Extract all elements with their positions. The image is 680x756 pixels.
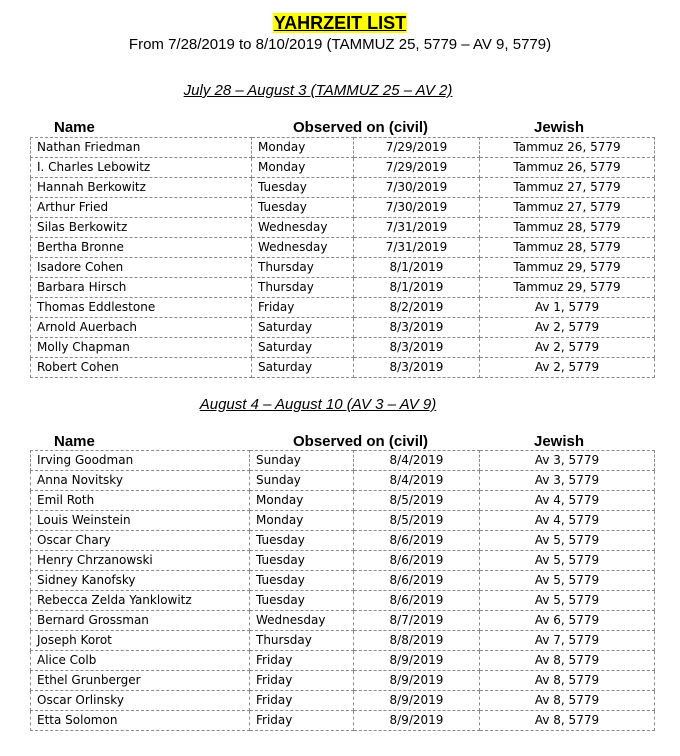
date-cell: 7/31/2019 <box>354 218 480 238</box>
jewish-date-cell: Av 8, 5779 <box>480 671 655 691</box>
column-header-name: Name <box>54 119 95 136</box>
table-row <box>31 571 655 591</box>
day-cell: Monday <box>252 158 354 178</box>
table-row <box>31 338 655 358</box>
jewish-date-cell: Av 5, 5779 <box>480 571 655 591</box>
table-row <box>31 651 655 671</box>
date-cell: 7/30/2019 <box>354 178 480 198</box>
name-cell: Emil Roth <box>31 491 250 511</box>
name-cell: Arnold Auerbach <box>31 318 252 338</box>
date-cell: 8/3/2019 <box>354 358 480 378</box>
date-cell: 7/31/2019 <box>354 238 480 258</box>
table-row <box>31 358 655 378</box>
jewish-date-cell: Av 1, 5779 <box>480 298 655 318</box>
jewish-date-cell: Av 8, 5779 <box>480 711 655 731</box>
table-row <box>31 258 655 278</box>
name-cell: Robert Cohen <box>31 358 252 378</box>
date-cell: 8/9/2019 <box>354 671 480 691</box>
jewish-date-cell: Tammuz 29, 5779 <box>480 278 655 298</box>
name-cell: Anna Novitsky <box>31 471 250 491</box>
jewish-date-cell: Tammuz 28, 5779 <box>480 218 655 238</box>
table-row <box>31 198 655 218</box>
section-heading-week-2: August 4 – August 10 (AV 3 – AV 9) <box>199 396 437 413</box>
column-header-name: Name <box>54 433 95 450</box>
jewish-date-cell: Av 5, 5779 <box>480 531 655 551</box>
day-cell: Tuesday <box>250 531 354 551</box>
day-cell: Sunday <box>250 451 354 471</box>
name-cell: Arthur Fried <box>31 198 252 218</box>
table-row <box>31 691 655 711</box>
jewish-date-cell: Av 3, 5779 <box>480 451 655 471</box>
column-header-jewish: Jewish <box>534 119 585 136</box>
name-cell: Thomas Eddlestone <box>31 298 252 318</box>
name-cell: Isadore Cohen <box>31 258 252 278</box>
document-subtitle: From 7/28/2019 to 8/10/2019 (TAMMUZ 25, 5779 – AV 9, 5779) <box>128 36 552 53</box>
date-cell: 8/9/2019 <box>354 711 480 731</box>
jewish-date-cell: Tammuz 29, 5779 <box>480 258 655 278</box>
table-row <box>31 631 655 651</box>
jewish-date-cell: Av 5, 5779 <box>480 551 655 571</box>
jewish-date-cell: Av 6, 5779 <box>480 611 655 631</box>
name-cell: Barbara Hirsch <box>31 278 252 298</box>
day-cell: Monday <box>250 511 354 531</box>
name-cell: Bernard Grossman <box>31 611 250 631</box>
day-cell: Monday <box>252 138 354 158</box>
day-cell: Wednesday <box>252 218 354 238</box>
table-row <box>31 238 655 258</box>
jewish-date-cell: Av 4, 5779 <box>480 491 655 511</box>
column-header-jewish: Jewish <box>534 433 585 450</box>
name-cell: Hannah Berkowitz <box>31 178 252 198</box>
date-cell: 8/6/2019 <box>354 551 480 571</box>
jewish-date-cell: Av 5, 5779 <box>480 591 655 611</box>
table-row <box>31 551 655 571</box>
name-cell: Ethel Grunberger <box>31 671 250 691</box>
name-cell: Silas Berkowitz <box>31 218 252 238</box>
name-cell: Oscar Orlinsky <box>31 691 250 711</box>
date-cell: 8/9/2019 <box>354 651 480 671</box>
name-cell: Joseph Korot <box>31 631 250 651</box>
jewish-date-cell: Av 3, 5779 <box>480 471 655 491</box>
section-heading-week-1: July 28 – August 3 (TAMMUZ 25 – AV 2) <box>183 82 453 99</box>
name-cell: Rebecca Zelda Yanklowitz <box>31 591 250 611</box>
table-row <box>31 218 655 238</box>
jewish-date-cell: Av 2, 5779 <box>480 318 655 338</box>
date-cell: 8/3/2019 <box>354 338 480 358</box>
table-row <box>31 138 655 158</box>
day-cell: Monday <box>250 491 354 511</box>
table-row <box>31 471 655 491</box>
date-cell: 8/4/2019 <box>354 451 480 471</box>
date-cell: 8/5/2019 <box>354 491 480 511</box>
date-cell: 8/8/2019 <box>354 631 480 651</box>
table-row <box>31 611 655 631</box>
name-cell: Nathan Friedman <box>31 138 252 158</box>
date-cell: 8/9/2019 <box>354 691 480 711</box>
name-cell: Etta Solomon <box>31 711 250 731</box>
jewish-date-cell: Tammuz 27, 5779 <box>480 178 655 198</box>
day-cell: Thursday <box>252 258 354 278</box>
date-cell: 7/30/2019 <box>354 198 480 218</box>
table-row <box>31 318 655 338</box>
day-cell: Saturday <box>252 338 354 358</box>
day-cell: Friday <box>252 298 354 318</box>
day-cell: Wednesday <box>250 611 354 631</box>
date-cell: 8/5/2019 <box>354 511 480 531</box>
jewish-date-cell: Av 8, 5779 <box>480 691 655 711</box>
name-cell: Henry Chrzanowski <box>31 551 250 571</box>
date-cell: 8/6/2019 <box>354 531 480 551</box>
document-title-text: YAHRZEIT LIST <box>273 13 407 33</box>
name-cell: Bertha Bronne <box>31 238 252 258</box>
yahrzeit-table-week-2 <box>30 450 655 731</box>
document-title <box>0 12 680 34</box>
jewish-date-cell: Av 8, 5779 <box>480 651 655 671</box>
day-cell: Saturday <box>252 358 354 378</box>
name-cell: I. Charles Lebowitz <box>31 158 252 178</box>
table-row <box>31 711 655 731</box>
day-cell: Saturday <box>252 318 354 338</box>
jewish-date-cell: Tammuz 26, 5779 <box>480 158 655 178</box>
yahrzeit-table-week-1 <box>30 137 655 378</box>
name-cell: Alice Colb <box>31 651 250 671</box>
jewish-date-cell: Av 4, 5779 <box>480 511 655 531</box>
day-cell: Friday <box>250 671 354 691</box>
jewish-date-cell: Tammuz 28, 5779 <box>480 238 655 258</box>
date-cell: 7/29/2019 <box>354 138 480 158</box>
jewish-date-cell: Av 2, 5779 <box>480 338 655 358</box>
table-row <box>31 451 655 471</box>
day-cell: Tuesday <box>250 551 354 571</box>
table-row <box>31 491 655 511</box>
column-header-observed: Observed on (civil) <box>293 433 429 450</box>
name-cell: Oscar Chary <box>31 531 250 551</box>
table-row <box>31 671 655 691</box>
name-cell: Molly Chapman <box>31 338 252 358</box>
date-cell: 8/1/2019 <box>354 258 480 278</box>
date-cell: 8/7/2019 <box>354 611 480 631</box>
date-cell: 7/29/2019 <box>354 158 480 178</box>
day-cell: Wednesday <box>252 238 354 258</box>
column-header-observed: Observed on (civil) <box>293 119 429 136</box>
day-cell: Tuesday <box>250 591 354 611</box>
name-cell: Louis Weinstein <box>31 511 250 531</box>
jewish-date-cell: Av 2, 5779 <box>480 358 655 378</box>
day-cell: Friday <box>250 691 354 711</box>
day-cell: Tuesday <box>252 198 354 218</box>
day-cell: Thursday <box>250 631 354 651</box>
day-cell: Friday <box>250 711 354 731</box>
day-cell: Thursday <box>252 278 354 298</box>
table-row <box>31 178 655 198</box>
date-cell: 8/6/2019 <box>354 591 480 611</box>
date-cell: 8/6/2019 <box>354 571 480 591</box>
date-cell: 8/3/2019 <box>354 318 480 338</box>
date-cell: 8/1/2019 <box>354 278 480 298</box>
table-row <box>31 531 655 551</box>
table-row <box>31 511 655 531</box>
day-cell: Tuesday <box>252 178 354 198</box>
day-cell: Sunday <box>250 471 354 491</box>
jewish-date-cell: Tammuz 27, 5779 <box>480 198 655 218</box>
date-cell: 8/2/2019 <box>354 298 480 318</box>
day-cell: Tuesday <box>250 571 354 591</box>
table-row <box>31 278 655 298</box>
table-row <box>31 298 655 318</box>
jewish-date-cell: Av 7, 5779 <box>480 631 655 651</box>
date-cell: 8/4/2019 <box>354 471 480 491</box>
name-cell: Irving Goodman <box>31 451 250 471</box>
table-row <box>31 591 655 611</box>
day-cell: Friday <box>250 651 354 671</box>
table-row <box>31 158 655 178</box>
jewish-date-cell: Tammuz 26, 5779 <box>480 138 655 158</box>
name-cell: Sidney Kanofsky <box>31 571 250 591</box>
